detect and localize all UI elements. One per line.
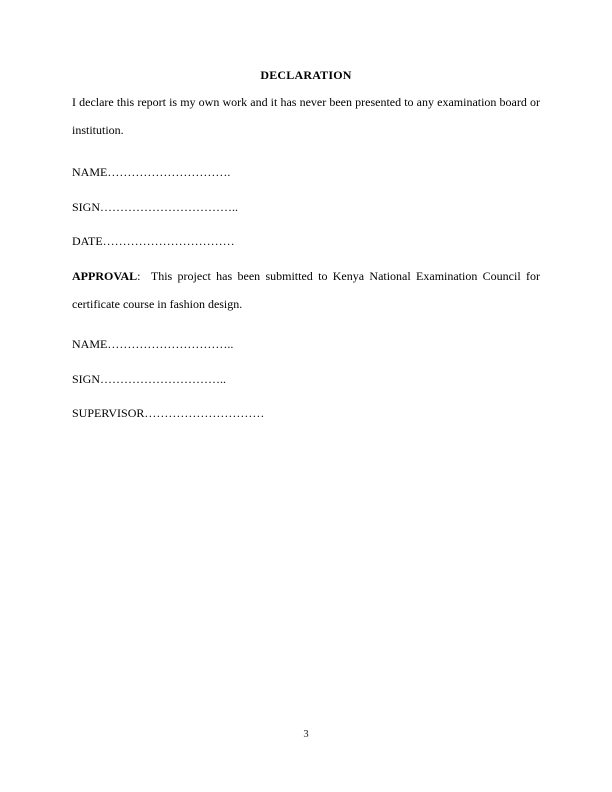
field-label: SUPERVISOR [72, 406, 145, 420]
approval-text: This project has been submitted to Kenya National Examination Council for [150, 269, 540, 283]
field-label: NAME [72, 337, 108, 351]
approval-name-field-line [72, 337, 540, 352]
approval-colon: : [137, 269, 146, 283]
dotted-line: …………………………. [107, 165, 231, 179]
field-label: NAME [72, 165, 108, 179]
page-number: 3 [303, 729, 309, 740]
sign-field-line [72, 200, 540, 215]
approval-paragraph-line-1 [72, 269, 540, 284]
approval-paragraph-line-2: certificate course in fashion design. [72, 297, 243, 311]
supervisor-field-line [72, 406, 540, 421]
approval-sign-field-line [72, 372, 540, 387]
field-label: DATE [72, 234, 103, 248]
declaration-paragraph-line-2: institution. [72, 123, 124, 137]
dotted-line: …………………………… [102, 234, 235, 248]
section-title: DECLARATION [260, 68, 352, 82]
field-label: SIGN [72, 200, 101, 214]
declaration-paragraph-line-1: I declare this report is my own work and it has never been presented to any examination board or [72, 95, 540, 109]
document-content [72, 0, 540, 792]
dotted-line: …………………………….. [100, 200, 239, 214]
approval-label: APPROVAL [72, 269, 138, 283]
name-field-line [72, 165, 540, 180]
dotted-line: ………………………… [144, 406, 265, 420]
field-label: SIGN [72, 372, 101, 386]
dotted-line: ………………………….. [100, 372, 227, 386]
dotted-line: ………………………….. [107, 337, 234, 351]
date-field-line [72, 234, 540, 249]
